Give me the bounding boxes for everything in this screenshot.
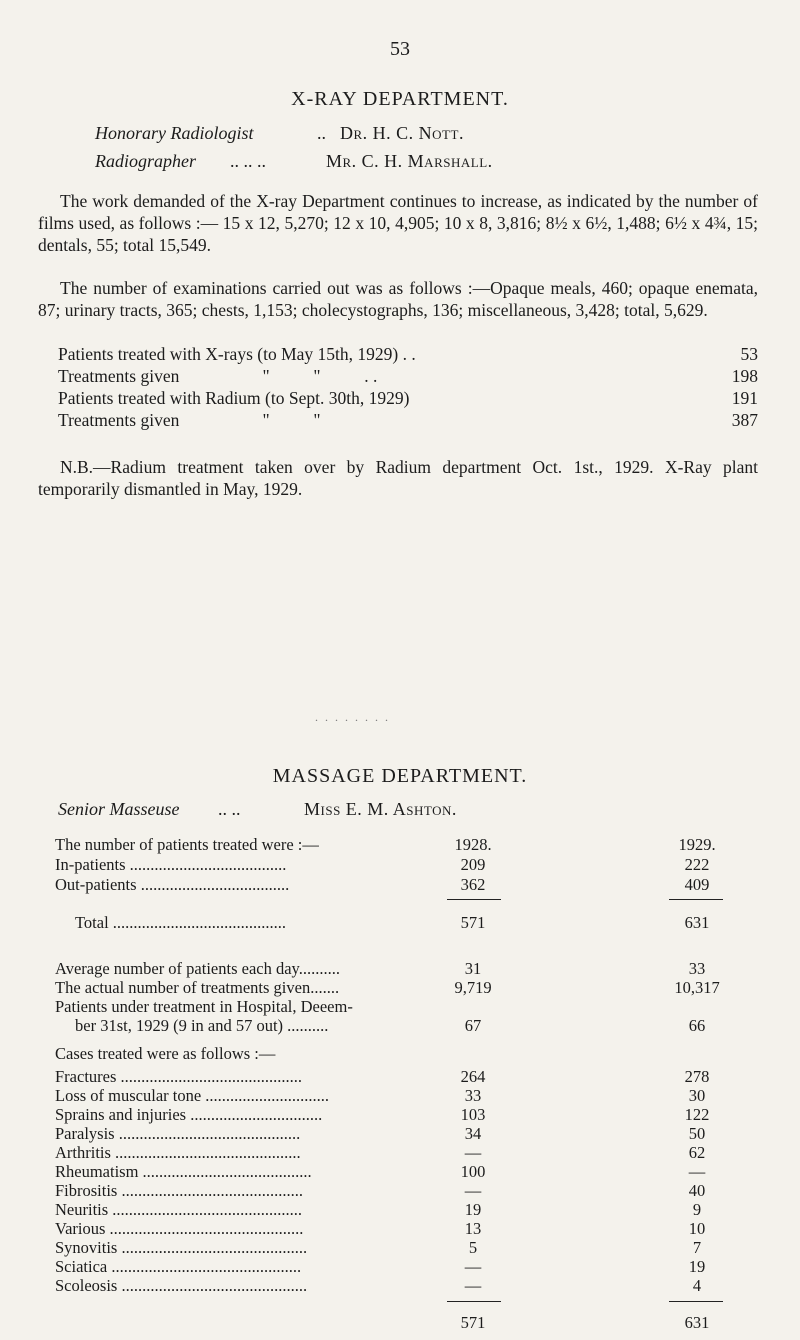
case-row — [55, 1162, 775, 1180]
value-1928: 33 — [464, 1086, 482, 1105]
case-row — [55, 1105, 775, 1123]
cases-total-row — [55, 1313, 775, 1331]
value-1929: 10 — [688, 1219, 706, 1238]
stat-value: 198 — [731, 366, 758, 386]
case-row — [55, 1200, 775, 1218]
value-1928: 209 — [460, 855, 486, 874]
case-label: Arthritis ............................................. — [55, 1143, 301, 1162]
row-label: Patients under treatment in Hospital, Deeem- — [55, 997, 353, 1016]
cases-intro: Cases treated were as follows :— — [55, 1044, 276, 1063]
column-rule — [447, 899, 501, 900]
table-row — [55, 1016, 775, 1034]
xray-examinations-paragraph: The number of examinations carried out was as follows :—Opaque meals, 460; opaque enemata, 87; urinary tracts, 365; chests, 1,153; cholecystographs, 136; miscellaneous, 3,428; total, 5,629. — [38, 278, 758, 320]
value-1929: 10,317 — [674, 978, 720, 997]
massage-heading: MASSAGE DEPARTMENT. — [272, 765, 528, 787]
case-row — [55, 1219, 775, 1237]
staff-name: Dr. H. C. Nott. — [340, 123, 464, 143]
value-1928: — — [464, 1276, 482, 1295]
value-1928: 571 — [460, 1313, 486, 1332]
value-1929: 62 — [688, 1143, 706, 1162]
stat-value: 191 — [731, 388, 758, 408]
value-1928: 34 — [464, 1124, 482, 1143]
value-1929: 9 — [692, 1200, 702, 1219]
table-row — [55, 959, 775, 977]
table-row — [55, 978, 775, 996]
value-1929: 40 — [688, 1181, 706, 1200]
stat-value: 387 — [731, 410, 758, 430]
staff-dots: .. .. .. — [230, 151, 266, 171]
xray-staff-radiographer — [95, 151, 493, 172]
case-label: Rheumatism ......................................... — [55, 1162, 312, 1181]
value-1928: — — [464, 1143, 482, 1162]
staff-dots: .. — [317, 123, 326, 143]
xray-staff-radiologist — [95, 123, 464, 144]
staff-role: Honorary Radiologist — [95, 123, 254, 143]
value-1929: 50 — [688, 1124, 706, 1143]
case-label: Sprains and injuries ................................ — [55, 1105, 323, 1124]
value-1929: 66 — [688, 1016, 706, 1035]
case-label: Various ............................................... — [55, 1219, 304, 1238]
case-label: Sciatica .............................................. — [55, 1257, 302, 1276]
xray-stat-row — [58, 410, 758, 431]
value-1928: 19 — [464, 1200, 482, 1219]
case-row — [55, 1143, 775, 1161]
case-row — [55, 1181, 775, 1199]
stat-label: Treatments given " " . . — [58, 366, 378, 386]
xray-stat-row — [58, 366, 758, 387]
staff-role: Senior Masseuse — [58, 799, 180, 819]
value-1929: 19 — [688, 1257, 706, 1276]
value-1929: 409 — [684, 875, 710, 894]
case-label: Neuritis .............................................. — [55, 1200, 303, 1219]
massage-staff — [58, 799, 457, 820]
case-row — [55, 1067, 775, 1085]
stat-value: 53 — [740, 344, 758, 364]
value-1928: 103 — [460, 1105, 486, 1124]
value-1929: 278 — [684, 1067, 710, 1086]
case-label: Synovitis ............................................. — [55, 1238, 308, 1257]
value-1928: — — [464, 1181, 482, 1200]
value-1929: 7 — [692, 1238, 702, 1257]
row-label: The actual number of treatments given....... — [55, 978, 340, 997]
value-1929: 631 — [684, 913, 710, 932]
page-number: 53 — [390, 38, 410, 60]
column-rule — [669, 1301, 723, 1302]
staff-name: Mr. C. H. Marshall. — [326, 151, 493, 171]
staff-dots: .. .. — [218, 799, 241, 819]
table-row — [55, 875, 775, 893]
column-rule — [447, 1301, 501, 1302]
table-row — [55, 997, 775, 1015]
table-row — [55, 1044, 775, 1062]
row-label: Average number of patients each day.......... — [55, 959, 340, 978]
case-label: Loss of muscular tone .............................. — [55, 1086, 330, 1105]
stat-label: Patients treated with Radium (to Sept. 30th, 1929) — [58, 388, 410, 408]
value-1928: 31 — [464, 959, 482, 978]
case-label: Paralysis ............................................ — [55, 1124, 301, 1143]
value-1929: 33 — [688, 959, 706, 978]
staff-role: Radiographer — [95, 151, 196, 171]
value-1929: 222 — [684, 855, 710, 874]
value-1928: 100 — [460, 1162, 486, 1181]
value-1928: 264 — [460, 1067, 486, 1086]
value-1928: — — [464, 1257, 482, 1276]
value-1928: 362 — [460, 875, 486, 894]
table-row — [55, 855, 775, 873]
value-1929: 122 — [684, 1105, 710, 1124]
value-1928: 5 — [468, 1238, 478, 1257]
xray-stat-row — [58, 388, 758, 409]
intro-label: The number of patients treated were :— — [55, 835, 319, 854]
stat-label: Treatments given " " — [58, 410, 321, 430]
case-row — [55, 1086, 775, 1104]
xray-stat-row — [58, 344, 758, 365]
case-label: Fractures ............................................ — [55, 1067, 303, 1086]
case-row — [55, 1276, 775, 1294]
xray-note: N.B.—Radium treatment taken over by Radium department Oct. 1st., 1929. X-Ray plant temporarily dismantled in May, 1929. — [38, 457, 758, 499]
column-rule — [669, 899, 723, 900]
xray-films-paragraph: The work demanded of the X-ray Department continues to increase, as indicated by the number of films used, as follows :— 15 x 12, 5,270; 12 x 10, 4,905; 10 x 8, 3,816; 8½ x 6½, 1,488; 6½ x 4¾, 15; dentals, 55; total 15,549. — [38, 191, 758, 255]
row-label: Out-patients .................................... — [55, 875, 290, 894]
row-label: ber 31st, 1929 (9 in and 57 out) .......... — [75, 1016, 329, 1035]
value-1929: 30 — [688, 1086, 706, 1105]
value-1928: 571 — [460, 913, 486, 932]
case-label: Fibrositis ............................................ — [55, 1181, 303, 1200]
section-separator: . . . . . . . . — [315, 710, 390, 724]
total-label: Total .......................................... — [75, 913, 287, 932]
value-1928: 9,719 — [454, 978, 492, 997]
value-1929: — — [688, 1162, 706, 1181]
value-1928: 67 — [464, 1016, 482, 1035]
year-1929-header: 1929. — [678, 835, 716, 854]
value-1928: 13 — [464, 1219, 482, 1238]
case-row — [55, 1124, 775, 1142]
case-row — [55, 1238, 775, 1256]
staff-name: Miss E. M. Ashton. — [304, 799, 457, 819]
year-1928-header: 1928. — [454, 835, 492, 854]
xray-heading: X-RAY DEPARTMENT. — [291, 88, 509, 110]
value-1929: 4 — [692, 1276, 702, 1295]
row-label: In-patients ...................................... — [55, 855, 287, 874]
case-label: Scoleosis ............................................. — [55, 1276, 308, 1295]
case-row — [55, 1257, 775, 1275]
value-1929: 631 — [684, 1313, 710, 1332]
table-row — [55, 835, 775, 853]
stat-label: Patients treated with X-rays (to May 15th, 1929) . . — [58, 344, 416, 364]
table-row-total — [55, 913, 775, 931]
